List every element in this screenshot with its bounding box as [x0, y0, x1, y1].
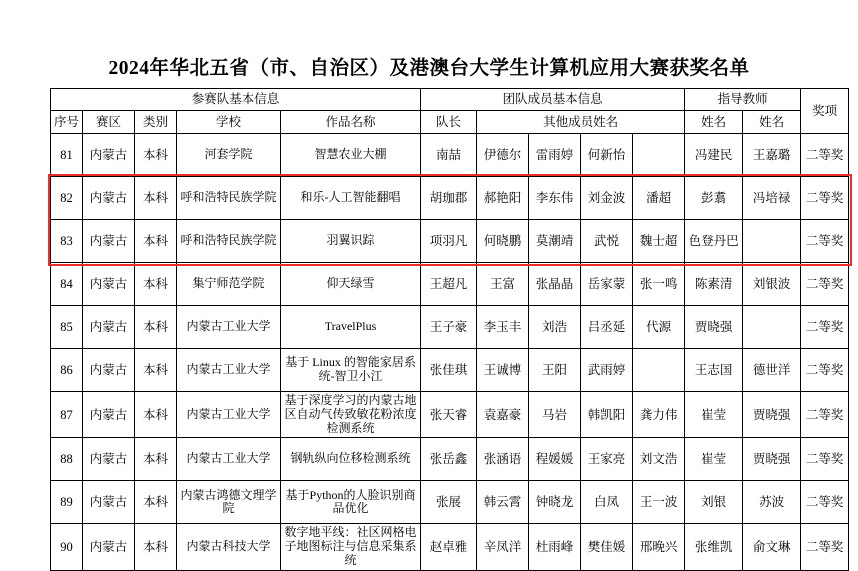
- cell-index: 81: [51, 134, 83, 177]
- cell-member-3: 岳家蒙: [581, 263, 633, 306]
- cell-work: 钢轨纵向位移检测系统: [281, 438, 421, 481]
- cell-school: 内蒙古鸿德文理学院: [177, 481, 281, 524]
- cell-category: 本科: [135, 481, 177, 524]
- cell-zone: 内蒙古: [83, 220, 135, 263]
- cell-member-4: 张一鸣: [633, 263, 685, 306]
- cell-member-1: 伊德尔: [477, 134, 529, 177]
- cell-index: 90: [51, 524, 83, 570]
- cell-leader: 王子豪: [421, 306, 477, 349]
- cell-member-3: 王家亮: [581, 438, 633, 481]
- cell-teacher-2: 王嘉璐: [743, 134, 801, 177]
- group-header-advisor: 指导教师: [685, 89, 801, 111]
- cell-member-4: 代源: [633, 306, 685, 349]
- cell-member-2: 程媛媛: [529, 438, 581, 481]
- cell-leader: 胡珈郡: [421, 177, 477, 220]
- cell-school: 呼和浩特民族学院: [177, 220, 281, 263]
- award-table-container: [50, 88, 844, 571]
- cell-school: 集宁师范学院: [177, 263, 281, 306]
- cell-category: 本科: [135, 220, 177, 263]
- table-group-header-row: [51, 89, 849, 111]
- cell-member-3: 吕丞延: [581, 306, 633, 349]
- cell-school: 呼和浩特民族学院: [177, 177, 281, 220]
- cell-index: 84: [51, 263, 83, 306]
- cell-member-4: 邢晚兴: [633, 524, 685, 570]
- cell-member-2: 杜雨峰: [529, 524, 581, 570]
- cell-teacher-2: 俞文琳: [743, 524, 801, 570]
- cell-work: 和乐-人工智能翻唱: [281, 177, 421, 220]
- table-row: [51, 392, 849, 438]
- table-row: [51, 134, 849, 177]
- cell-member-3: 刘金波: [581, 177, 633, 220]
- column-header-leader: 队长: [421, 111, 477, 134]
- cell-teacher-1: 刘银: [685, 481, 743, 524]
- cell-member-4: 刘文浩: [633, 438, 685, 481]
- table-row: [51, 220, 849, 263]
- column-header-index: 序号: [51, 111, 83, 134]
- cell-teacher-2: [743, 306, 801, 349]
- column-header-work: 作品名称: [281, 111, 421, 134]
- cell-member-1: 王诚博: [477, 349, 529, 392]
- cell-member-1: 李玉丰: [477, 306, 529, 349]
- cell-leader: 南喆: [421, 134, 477, 177]
- column-header-category: 类别: [135, 111, 177, 134]
- cell-prize: 二等奖: [801, 349, 849, 392]
- cell-work: 智慧农业大棚: [281, 134, 421, 177]
- cell-zone: 内蒙古: [83, 306, 135, 349]
- cell-index: 86: [51, 349, 83, 392]
- cell-school: 内蒙古工业大学: [177, 349, 281, 392]
- cell-category: 本科: [135, 263, 177, 306]
- table-row: [51, 263, 849, 306]
- cell-prize: 二等奖: [801, 134, 849, 177]
- cell-teacher-1: 彭翥: [685, 177, 743, 220]
- cell-teacher-1: 崔莹: [685, 392, 743, 438]
- cell-teacher-2: 贾晓强: [743, 438, 801, 481]
- column-header-zone: 赛区: [83, 111, 135, 134]
- cell-prize: 二等奖: [801, 481, 849, 524]
- cell-member-1: 王富: [477, 263, 529, 306]
- cell-leader: 张天睿: [421, 392, 477, 438]
- cell-prize: 二等奖: [801, 438, 849, 481]
- cell-leader: 赵卓雅: [421, 524, 477, 570]
- cell-category: 本科: [135, 306, 177, 349]
- group-header-prize: 奖项: [801, 89, 849, 134]
- cell-school: 内蒙古工业大学: [177, 306, 281, 349]
- cell-member-2: 钟晓龙: [529, 481, 581, 524]
- column-header-others: 其他成员姓名: [477, 111, 685, 134]
- cell-school: 内蒙古工业大学: [177, 392, 281, 438]
- award-table: [50, 88, 849, 571]
- column-header-school: 学校: [177, 111, 281, 134]
- cell-member-3: 武雨婷: [581, 349, 633, 392]
- cell-leader: 项羽凡: [421, 220, 477, 263]
- cell-member-1: 张涵语: [477, 438, 529, 481]
- cell-member-2: 马岩: [529, 392, 581, 438]
- cell-index: 88: [51, 438, 83, 481]
- cell-index: 85: [51, 306, 83, 349]
- cell-member-2: 雷雨婷: [529, 134, 581, 177]
- cell-teacher-1: 王志国: [685, 349, 743, 392]
- cell-zone: 内蒙古: [83, 392, 135, 438]
- cell-zone: 内蒙古: [83, 438, 135, 481]
- cell-member-1: 郝艳阳: [477, 177, 529, 220]
- cell-index: 89: [51, 481, 83, 524]
- column-header-teacher-name-1: 姓名: [685, 111, 743, 134]
- cell-index: 83: [51, 220, 83, 263]
- cell-prize: 二等奖: [801, 263, 849, 306]
- table-row: [51, 306, 849, 349]
- cell-teacher-2: 贾晓强: [743, 392, 801, 438]
- cell-member-3: 白凤: [581, 481, 633, 524]
- cell-school: 内蒙古工业大学: [177, 438, 281, 481]
- cell-index: 82: [51, 177, 83, 220]
- table-row: [51, 177, 849, 220]
- cell-member-2: 李东伟: [529, 177, 581, 220]
- cell-teacher-1: 贾晓强: [685, 306, 743, 349]
- group-header-team-basic: 参赛队基本信息: [51, 89, 421, 111]
- cell-prize: 二等奖: [801, 306, 849, 349]
- cell-member-2: 王阳: [529, 349, 581, 392]
- cell-member-2: 莫潮靖: [529, 220, 581, 263]
- cell-work: 基于 Linux 的智能家居系统-智卫小江: [281, 349, 421, 392]
- cell-member-1: 辛凤洋: [477, 524, 529, 570]
- cell-category: 本科: [135, 177, 177, 220]
- cell-teacher-1: 陈素清: [685, 263, 743, 306]
- cell-work: 数字地平线：社区网格电子地图标注与信息采集系统: [281, 524, 421, 570]
- cell-teacher-2: 苏波: [743, 481, 801, 524]
- cell-leader: 张展: [421, 481, 477, 524]
- cell-member-3: 韩凯阳: [581, 392, 633, 438]
- cell-member-1: 韩云霄: [477, 481, 529, 524]
- table-row: [51, 481, 849, 524]
- cell-school: 河套学院: [177, 134, 281, 177]
- cell-index: 87: [51, 392, 83, 438]
- cell-member-1: 何晓鹏: [477, 220, 529, 263]
- cell-member-4: 魏士超: [633, 220, 685, 263]
- table-row: [51, 438, 849, 481]
- cell-prize: 二等奖: [801, 524, 849, 570]
- cell-teacher-1: 色登丹巴: [685, 220, 743, 263]
- cell-zone: 内蒙古: [83, 349, 135, 392]
- cell-member-4: 龚力伟: [633, 392, 685, 438]
- cell-member-3: 樊佳媛: [581, 524, 633, 570]
- cell-teacher-2: [743, 220, 801, 263]
- cell-member-3: 何新怡: [581, 134, 633, 177]
- cell-category: 本科: [135, 524, 177, 570]
- cell-teacher-2: 冯培禄: [743, 177, 801, 220]
- page-title: 2024年华北五省（市、自治区）及港澳台大学生计算机应用大赛获奖名单: [108, 58, 750, 79]
- cell-category: 本科: [135, 134, 177, 177]
- table-row: [51, 349, 849, 392]
- cell-member-4: [633, 134, 685, 177]
- cell-teacher-1: 张维凯: [685, 524, 743, 570]
- cell-member-4: [633, 349, 685, 392]
- cell-member-3: 武悦: [581, 220, 633, 263]
- cell-zone: 内蒙古: [83, 263, 135, 306]
- cell-prize: 二等奖: [801, 220, 849, 263]
- table-column-header-row: [51, 111, 849, 134]
- cell-zone: 内蒙古: [83, 134, 135, 177]
- cell-member-2: 张晶晶: [529, 263, 581, 306]
- cell-work: 羽翼识踪: [281, 220, 421, 263]
- cell-zone: 内蒙古: [83, 524, 135, 570]
- cell-work: TravelPlus: [281, 306, 421, 349]
- cell-leader: 张佳琪: [421, 349, 477, 392]
- cell-category: 本科: [135, 438, 177, 481]
- cell-teacher-2: 刘银波: [743, 263, 801, 306]
- cell-teacher-1: 冯建民: [685, 134, 743, 177]
- column-header-teacher-name-2: 姓名: [743, 111, 801, 134]
- cell-member-2: 刘浩: [529, 306, 581, 349]
- cell-prize: 二等奖: [801, 392, 849, 438]
- cell-zone: 内蒙古: [83, 177, 135, 220]
- cell-member-1: 袁嘉豪: [477, 392, 529, 438]
- cell-school: 内蒙古科技大学: [177, 524, 281, 570]
- cell-zone: 内蒙古: [83, 481, 135, 524]
- table-row: [51, 524, 849, 570]
- cell-work: 基于深度学习的内蒙古地区自动气传致敏花粉浓度检测系统: [281, 392, 421, 438]
- cell-teacher-2: 德世洋: [743, 349, 801, 392]
- cell-work: 基于Python的人脸识别商品优化: [281, 481, 421, 524]
- cell-prize: 二等奖: [801, 177, 849, 220]
- cell-member-4: 王一波: [633, 481, 685, 524]
- cell-category: 本科: [135, 349, 177, 392]
- group-header-member-basic: 团队成员基本信息: [421, 89, 685, 111]
- cell-work: 仰天绿雪: [281, 263, 421, 306]
- cell-teacher-1: 崔莹: [685, 438, 743, 481]
- cell-category: 本科: [135, 392, 177, 438]
- cell-leader: 王超凡: [421, 263, 477, 306]
- cell-leader: 张岳鑫: [421, 438, 477, 481]
- cell-member-4: 潘超: [633, 177, 685, 220]
